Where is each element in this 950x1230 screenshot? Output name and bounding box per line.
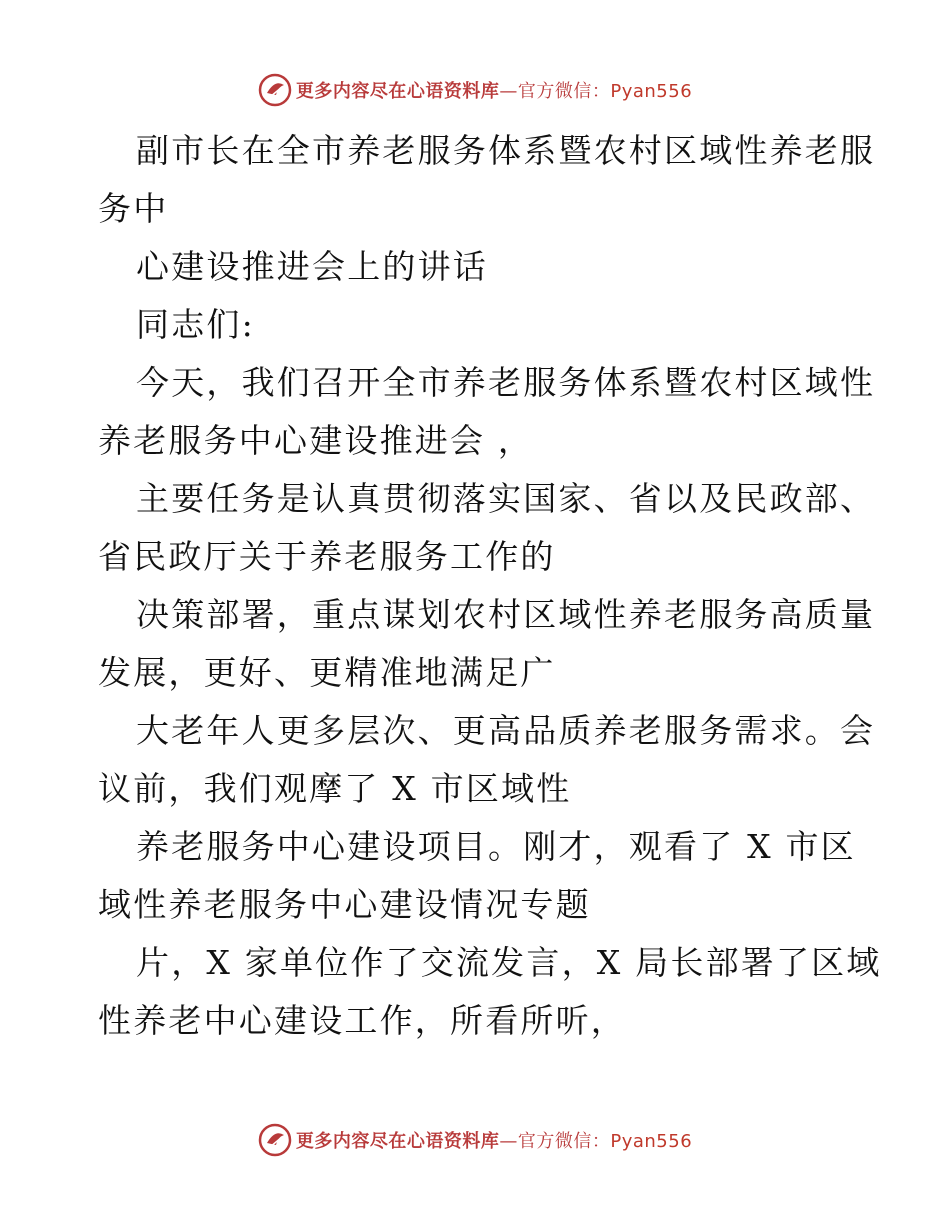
salutation: 同志们: — [136, 305, 255, 344]
watermark-text — [296, 1127, 692, 1153]
watermark-separator: — — [499, 81, 518, 102]
watermark-separator: — — [499, 1131, 518, 1152]
watermark-text — [296, 77, 692, 103]
watermark-weixin: 官方微信： — [517, 1131, 611, 1152]
paragraph-line: 发展，更好、更精准地满足广 — [98, 653, 556, 692]
logo-icon — [258, 73, 292, 107]
watermark-footer — [0, 1120, 950, 1160]
paragraph-line: 域性养老服务中心建设情况专题 — [98, 885, 591, 924]
paragraph-line: 议前，我们观摩了 X 市区域性 — [98, 769, 572, 808]
watermark-id: Pyan556 — [610, 1131, 693, 1152]
title-line-2: 务中 — [98, 189, 169, 228]
paragraph-line: 决策部署，重点谋划农村区域性养老服务高质量 — [136, 595, 876, 634]
paragraph-line: 养老服务中心建设项目。刚才，观看了 X 市区 — [136, 827, 856, 866]
paragraph-line: 省民政厅关于养老服务工作的 — [98, 537, 556, 576]
title-line-1: 副市长在全市养老服务体系暨农村区域性养老服 — [136, 131, 876, 170]
paragraph-line: 养老服务中心建设推进会 ， — [98, 421, 534, 460]
logo-icon — [258, 1123, 292, 1157]
watermark-header — [0, 70, 950, 110]
paragraph-line: 性养老中心建设工作，所看所听， — [98, 1001, 626, 1040]
watermark-weixin: 官方微信： — [517, 81, 611, 102]
paragraph-line: 大老年人更多层次、更高品质养老服务需求。会 — [136, 711, 876, 750]
watermark-main: 更多内容尽在心语资料库 — [295, 1131, 500, 1152]
paragraph-line: 今天，我们召开全市养老服务体系暨农村区域性 — [136, 363, 876, 402]
paragraph-line: 主要任务是认真贯彻落实国家、省以及民政部、 — [136, 479, 876, 518]
paragraph-line: 片，X 家单位作了交流发言，X 局长部署了区域 — [136, 943, 882, 982]
document-body — [98, 122, 882, 1050]
title-line-3: 心建设推进会上的讲话 — [136, 247, 488, 286]
watermark-main: 更多内容尽在心语资料库 — [295, 81, 500, 102]
watermark-id: Pyan556 — [610, 81, 693, 102]
